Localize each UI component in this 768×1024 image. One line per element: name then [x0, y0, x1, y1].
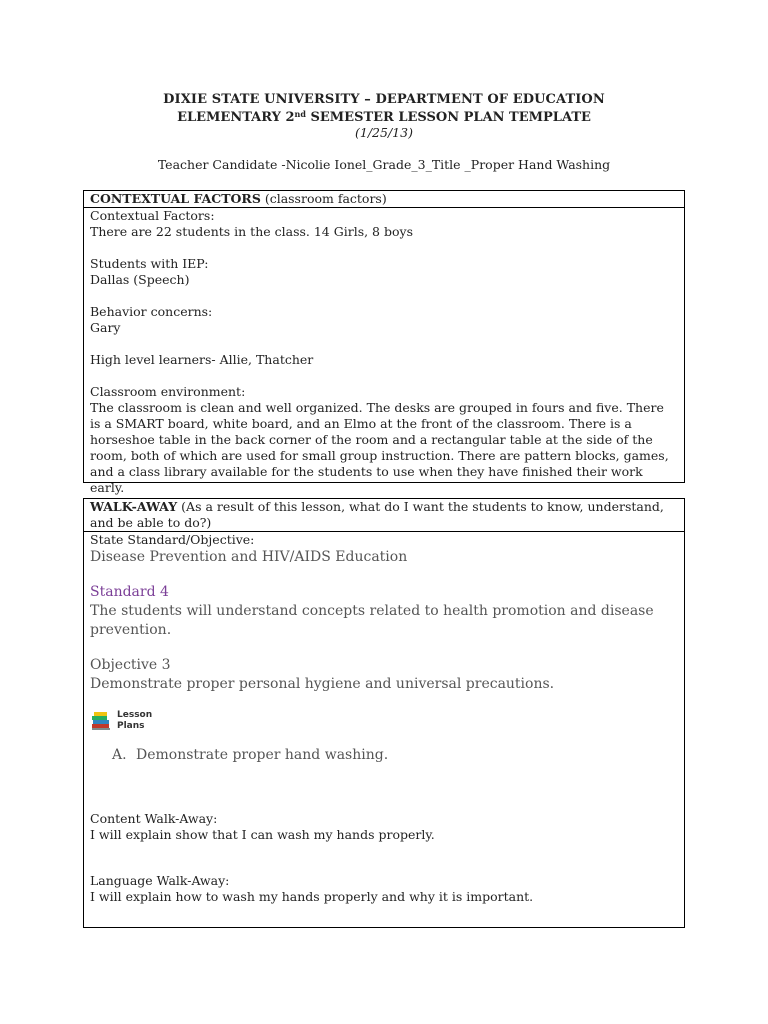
contextual-factors-box	[83, 190, 685, 495]
standard-heading: Standard 4	[90, 584, 169, 600]
environment-label: Classroom environment:	[90, 384, 246, 399]
contextual-factors-body	[84, 208, 684, 496]
language-walk-away-text: I will explain how to wash my hands properly and why it is important.	[90, 889, 534, 904]
objective-text: Demonstrate proper personal hygiene and universal precautions.	[90, 676, 555, 692]
iep-label: Students with IEP:	[90, 256, 209, 271]
environment-text: The classroom is clean and well organized. The desks are grouped in fours and five. There is a SMART board, white board, and an Elmo at the front of the classroom. There is a horseshoe table in the back corner of the room and a rectangular table at the side of the room, both of which are used for small group instruction. There are pattern blocks, games, and a class library available for the students to use when they have finished their work early.	[90, 400, 669, 495]
lesson-plans-logo: Lesson Plans	[90, 706, 678, 736]
contextual-factors-label: Contextual Factors:	[90, 208, 215, 223]
books-icon	[90, 710, 112, 732]
template-date: (1/25/13)	[355, 125, 413, 140]
walk-away-body	[84, 532, 684, 905]
standard-topic: Disease Prevention and HIV/AIDS Education	[90, 549, 408, 565]
standard-text: The students will understand concepts related to health promotion and disease prevention.	[90, 603, 654, 638]
content-walk-away-text: I will explain show that I can wash my hands properly.	[90, 827, 435, 842]
walk-away-heading: WALK-AWAY (As a result of this lesson, what do I want the students to know, understand, and be able to do?)	[84, 499, 684, 532]
iep-value: Dallas (Speech)	[90, 272, 190, 287]
student-count: There are 22 students in the class. 14 Girls, 8 boys	[90, 224, 413, 239]
language-walk-away-label: Language Walk-Away:	[90, 873, 230, 888]
content-walk-away-label: Content Walk-Away:	[90, 811, 218, 826]
list-item: A. Demonstrate proper hand washing.	[112, 747, 389, 763]
university-heading: DIXIE STATE UNIVERSITY – DEPARTMENT OF EDUCATION	[163, 92, 605, 107]
teacher-candidate-line: Teacher Candidate -Nicolie Ionel_Grade_3_Title _Proper Hand Washing	[157, 157, 611, 172]
high-level-learners: High level learners- Allie, Thatcher	[90, 352, 314, 367]
contextual-factors-heading: CONTEXTUAL FACTORS (classroom factors)	[84, 191, 684, 208]
template-heading: ELEMENTARY 2nd SEMESTER LESSON PLAN TEMPLATE	[177, 109, 591, 125]
objective-heading: Objective 3	[90, 657, 171, 673]
behavior-label: Behavior concerns:	[90, 304, 213, 319]
standard-objective-label: State Standard/Objective:	[90, 532, 255, 547]
behavior-value: Gary	[90, 320, 121, 335]
walk-away-box	[83, 498, 685, 928]
